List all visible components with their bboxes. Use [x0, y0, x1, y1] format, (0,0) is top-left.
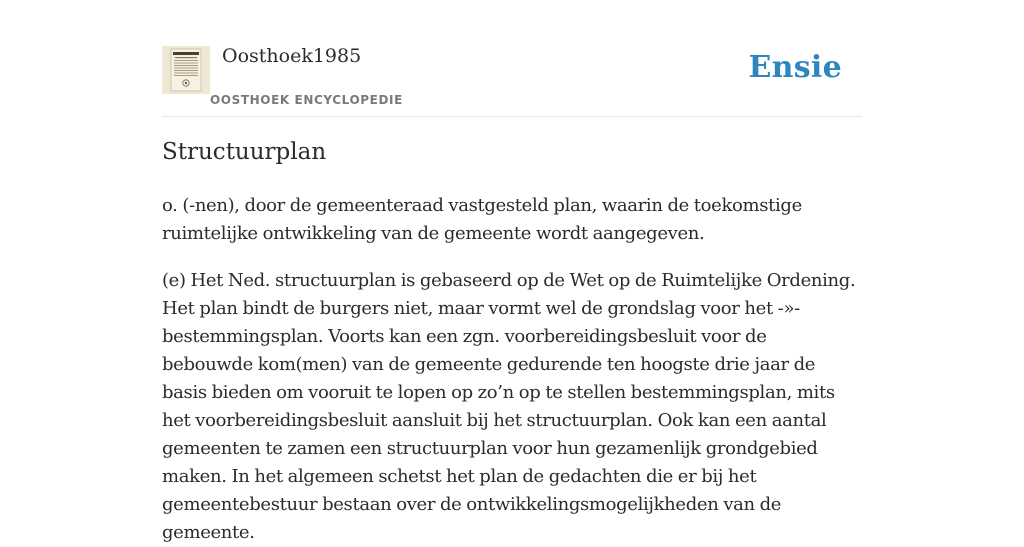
article-paragraph-explanation: (e) Het Ned. structuurplan is gebaseerd op de Wet op de Ruimtelijke Ordening. Het plan bindt de burgers niet, maar vormt wel de grondslag voor het -»-bestemmingsplan. Voorts kan een zgn. voorbereidingsbesluit voor de bebouwde kom(men) van de gemeente gedurende ten hoogste drie jaar de basis bieden om vooruit te lopen op zo’n op te stellen bestemmingsplan, mits het voorbereidingsbesluit aansluit bij het structuurplan. Ook kan een aantal gemeenten te zamen een structuurplan voor hun gezamenlijk grondgebied maken. In het algemeen schetst het plan de gedachten die er bij het gemeentebestuur bestaan over de ontwikkelingsmogelijkheden van de gemeente. — [162, 270, 856, 543]
article-paragraph-definition: o. (-nen), door de gemeenteraad vastgesteld plan, waarin de toekomstige ruimtelijke ontwikkeling van de gemeente wordt aangegeven. — [162, 195, 802, 244]
user-avatar[interactable] — [162, 46, 210, 94]
ensie-logo[interactable]: Ensie — [748, 50, 842, 85]
source-label[interactable]: OOSTHOEK ENCYCLOPEDIE — [210, 93, 403, 107]
article-header — [162, 0, 862, 117]
article-page — [162, 0, 862, 543]
article-title: Structuurplan — [162, 139, 327, 165]
encyclopedia-title-page-icon — [162, 46, 210, 94]
username[interactable]: Oosthoek1985 — [222, 45, 362, 67]
